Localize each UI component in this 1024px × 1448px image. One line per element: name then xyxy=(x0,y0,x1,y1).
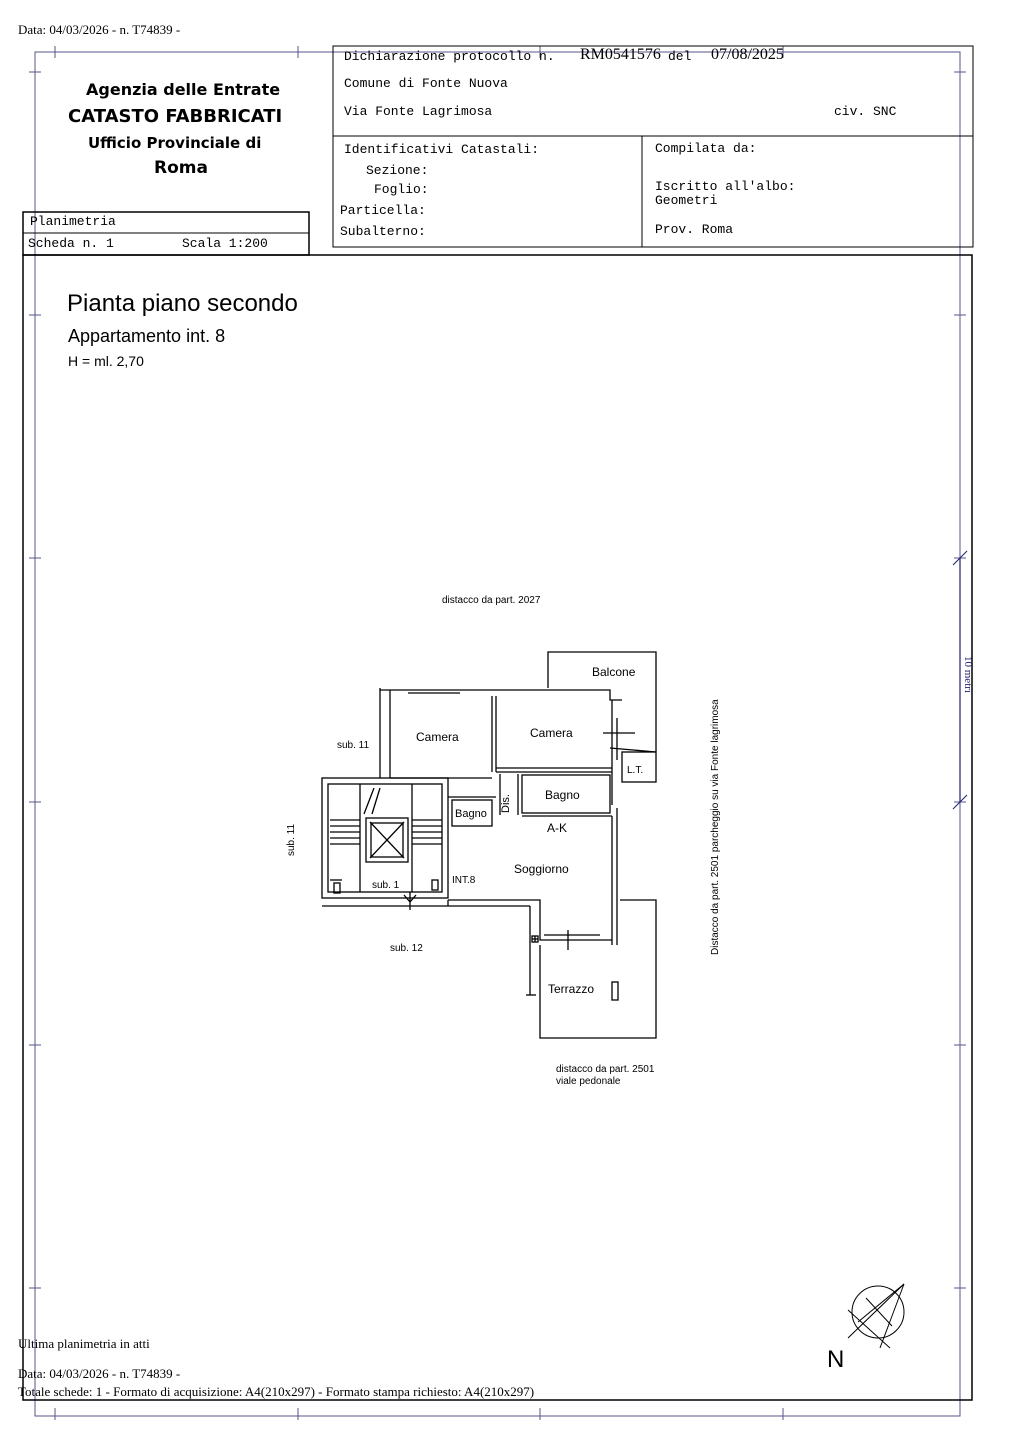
sezione: Sezione: xyxy=(366,163,429,178)
room-camera-2: Camera xyxy=(530,726,573,740)
scale-bar-label: 10 metri xyxy=(962,656,974,693)
plan-height: H = ml. 2,70 xyxy=(68,353,144,369)
agency-office: Ufficio Provinciale di xyxy=(88,134,262,152)
distacco-bottom-viale: viale pedonale xyxy=(556,1076,621,1087)
footer-totale: Totale schede: 1 - Formato di acquisizione: A4(210x297) - Formato stampa richiesto: A4(210x297) xyxy=(18,1384,535,1399)
north-arrow-icon xyxy=(848,1284,904,1348)
distacco-bottom: distacco da part. 2501 xyxy=(556,1064,655,1075)
del-label: del xyxy=(668,49,692,64)
foglio: Foglio: xyxy=(374,182,429,197)
label-sub12: sub. 12 xyxy=(390,943,423,954)
iscritto-albo: Iscritto all'albo: xyxy=(655,179,796,194)
distacco-top: distacco da part. 2027 xyxy=(442,595,541,606)
identificativi-title: Identificativi Catastali: xyxy=(344,142,540,157)
compilata-title: Compilata da: xyxy=(655,141,757,156)
plan-title: Pianta piano secondo xyxy=(67,290,298,317)
ultima-planimetria: Ultima planimetria in atti xyxy=(18,1336,150,1351)
room-dis: Dis. xyxy=(500,794,512,813)
room-lt: L.T. xyxy=(627,765,644,776)
room-bagno-2: Bagno xyxy=(545,788,580,802)
protocollo-number: RM0541576 xyxy=(580,46,661,63)
protocollo-date: 07/08/2025 xyxy=(711,46,784,63)
scheda-number: Scheda n. 1 xyxy=(28,236,114,251)
label-sub11-left: sub. 11 xyxy=(286,823,297,856)
albo-categoria: Geometri xyxy=(655,193,718,208)
via: Via Fonte Lagrimosa xyxy=(344,104,493,119)
comune: Comune di Fonte Nuova xyxy=(344,76,508,91)
plan-subtitle: Appartamento int. 8 xyxy=(68,326,226,346)
north-label: N xyxy=(827,1346,845,1373)
label-sub1: sub. 1 xyxy=(372,880,400,891)
room-bagno-1: Bagno xyxy=(455,808,487,820)
room-balcone: Balcone xyxy=(592,665,636,679)
distacco-right: Distacco da part. 2501 parcheggio su via Fonte lagrimosa xyxy=(710,699,721,955)
protocollo-label: Dichiarazione protocollo n. xyxy=(344,49,555,64)
room-camera-1: Camera xyxy=(416,730,459,744)
particella: Particella: xyxy=(340,203,426,218)
footer-data: Data: 04/03/2026 - n. T74839 - xyxy=(18,1366,181,1381)
label-sub11-top: sub. 11 xyxy=(337,740,370,751)
scala: Scala 1:200 xyxy=(182,236,268,251)
top-stamp: Data: 04/03/2026 - n. T74839 - xyxy=(18,22,181,37)
agency-catasto: CATASTO FABBRICATI xyxy=(68,106,283,127)
label-int8: INT.8 xyxy=(452,875,476,886)
planimetria-title: Planimetria xyxy=(30,214,116,229)
agency-city: Roma xyxy=(154,158,208,178)
agency-name: Agenzia delle Entrate xyxy=(86,80,281,99)
room-soggiorno: Soggiorno xyxy=(514,862,569,876)
provincia: Prov. Roma xyxy=(655,222,734,237)
room-terrazzo: Terrazzo xyxy=(548,982,595,996)
room-ak: A-K xyxy=(547,821,568,835)
civico: civ. SNC xyxy=(834,104,897,119)
subalterno: Subalterno: xyxy=(340,224,426,239)
